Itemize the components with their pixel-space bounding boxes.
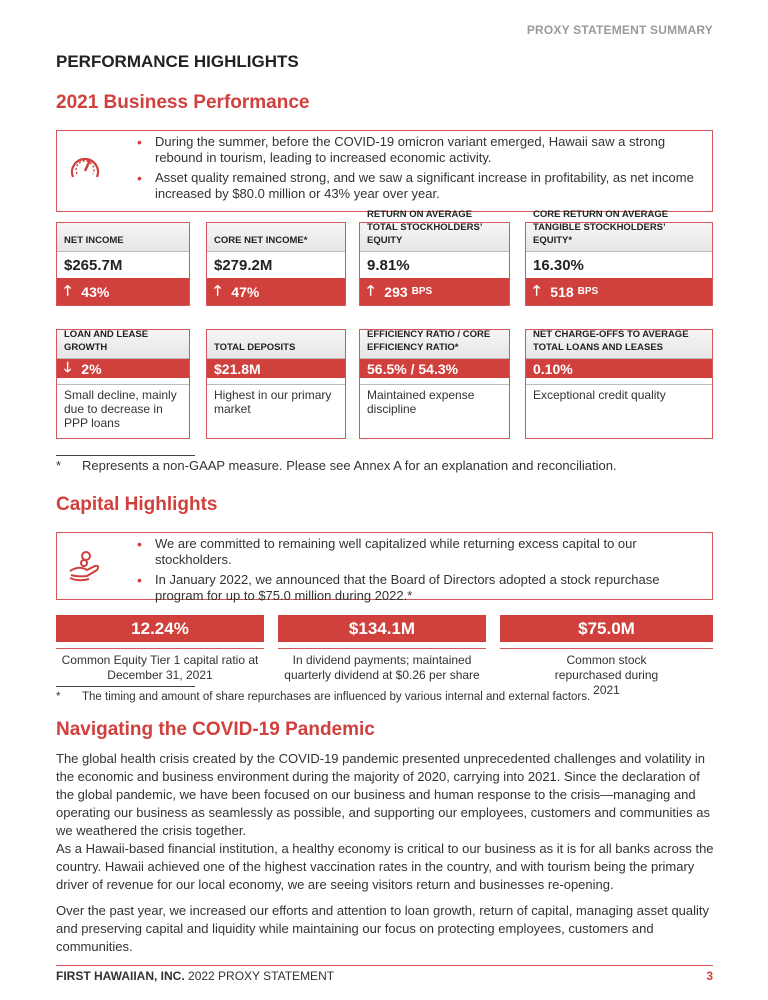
business-summary-box [56, 130, 713, 212]
footer-doc: FIRST HAWAIIAN, INC. 2022 PROXY STATEMENT [56, 969, 335, 983]
card-change: 🡑 47% [207, 278, 345, 305]
footnote-repurchases: * The timing and amount of share repurchases are influenced by various internal and external factors. [56, 691, 591, 703]
stat-value: 12.24% [56, 615, 264, 642]
card-note: Maintained expense discipline [360, 384, 509, 421]
card-label: NET CHARGE-OFFS TO AVERAGE TOTAL LOANS AND LEASES [526, 330, 712, 359]
metric-card-net-charge-offs [525, 329, 713, 439]
card-value: 9.81% [367, 256, 410, 274]
card-label: CORE RETURN ON AVERAGE TANGIBLE STOCKHOLDERS’ EQUITY* [526, 223, 712, 252]
arrow-up-icon: 🡑 [367, 281, 375, 298]
card-label: NET INCOME [57, 223, 189, 252]
capital-summary-box [56, 532, 713, 603]
stat-value: $134.1M [278, 615, 486, 642]
page-title: PERFORMANCE HIGHLIGHTS [56, 52, 299, 71]
card-label: RETURN ON AVERAGE TOTAL STOCKHOLDERS’ EQUITY [360, 223, 509, 252]
card-label: EFFICIENCY RATIO / CORE EFFICIENCY RATIO* [360, 330, 509, 359]
hand-coin-icon [67, 549, 103, 583]
footnote-divider [56, 686, 195, 687]
metric-card-core-rotce [525, 209, 713, 306]
paragraph: The global health crisis created by the COVID-19 pandemic presented unprecedented challenges and volatility in the economic and business environment during the majority of 2020, carrying into 2021. Since the declaration of the global pandemic, we have been focused on our business and human response to the crisis—managing and operating our business as seamlessly as possible, and supporting our employees, customers and communities as we weathered the crisis together. [56, 751, 710, 838]
metric-card-efficiency-ratio [359, 329, 510, 439]
card-label: CORE NET INCOME* [207, 223, 345, 252]
metric-card-net-income [56, 222, 190, 306]
footnote-non-gaap: * Represents a non-GAAP measure. Please see Annex A for an explanation and reconciliation. [56, 458, 617, 473]
stat-text: In dividend payments; maintained quarterly dividend at $0.26 per share [284, 653, 480, 682]
card-value: 56.5% / 54.3% [360, 359, 509, 384]
bullet: • We are committed to remaining well capitalized while returning excess capital to our stockholders. [137, 536, 702, 568]
card-change: 🡑 293 BPS [360, 278, 509, 305]
capital-heading: Capital Highlights [56, 494, 218, 515]
card-change: 🡑 518 BPS [526, 278, 712, 305]
arrow-up-icon: 🡑 [64, 281, 72, 298]
divider [56, 648, 264, 649]
card-note: Small decline, mainly due to decrease in PPP loans [57, 384, 189, 435]
metric-card-total-deposits [206, 329, 346, 439]
card-change: 🡑 43% [57, 278, 189, 305]
card-label: TOTAL DEPOSITS [207, 330, 345, 359]
card-note: Exceptional credit quality [526, 384, 712, 407]
card-value: $265.7M [64, 256, 123, 274]
capital-stat-cet1 [56, 615, 264, 683]
metric-card-loan-growth [56, 329, 190, 439]
footnote-divider [56, 455, 195, 456]
page-footer [56, 965, 713, 983]
divider [500, 648, 713, 649]
card-value: 🡓 2% [57, 359, 189, 384]
capital-stat-repurchases [500, 615, 713, 698]
arrow-up-icon: 🡑 [533, 281, 541, 298]
covid-heading: Navigating the COVID-19 Pandemic [56, 719, 375, 740]
stat-text: Common Equity Tier 1 capital ratio at December 31, 2021 [61, 653, 259, 682]
running-header: PROXY STATEMENT SUMMARY [526, 23, 713, 37]
card-note: Highest in our primary market [207, 384, 345, 421]
speedometer-icon [67, 149, 103, 183]
bullet: • In January 2022, we announced that the Board of Directors adopted a stock repurchase program for up to $75.0 million during 2022.* [137, 572, 702, 604]
paragraph: Over the past year, we increased our efforts and attention to loan growth, return of capital, managing asset quality and preserving capital and liquidity while maintaining our focus on protecting employees, customers and communities. [56, 903, 710, 954]
card-value: 0.10% [526, 359, 712, 384]
metric-card-core-net-income [206, 222, 346, 306]
capital-stat-dividends [278, 615, 486, 683]
page-number: 3 [706, 969, 713, 983]
arrow-down-icon: 🡓 [64, 358, 72, 375]
business-heading: 2021 Business Performance [56, 92, 310, 113]
bullet: • During the summer, before the COVID-19 omicron variant emerged, Hawaii saw a strong rebound in tourism, leading to increased economic activity. [137, 134, 702, 166]
card-value: 16.30% [533, 256, 584, 274]
arrow-up-icon: 🡑 [214, 281, 222, 298]
stat-text: Common stock repurchased during 2021 [554, 653, 659, 697]
card-value: $21.8M [207, 359, 345, 384]
card-value: $279.2M [214, 256, 273, 274]
card-label: LOAN AND LEASE GROWTH [57, 330, 189, 359]
divider [278, 648, 486, 649]
bullet: • Asset quality remained strong, and we saw a significant increase in profitability, as net income increased by $80.0 million or 43% year over year. [137, 170, 702, 202]
metric-card-roate [359, 209, 510, 306]
stat-value: $75.0M [500, 615, 713, 642]
paragraph: As a Hawaii-based financial institution, a healthy economy is critical to our business as it is for all banks across the country. Hawaii achieved one of the highest vaccination rates in the country, and with tourism being the primary driver of revenue for our local economy, we are seeing visitors return and businesses re-opening. [56, 841, 714, 892]
